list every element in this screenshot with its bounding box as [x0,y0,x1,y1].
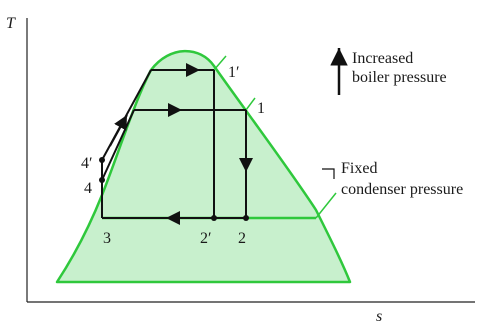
y-axis-label: T [6,15,15,32]
state-label-4prime: 4′ [81,155,93,172]
state-1prime-leader-line [214,56,226,70]
state-point-4 [99,177,105,183]
x-axis-label: s [376,308,383,325]
state-point-2prime [211,215,217,221]
state-label-2: 2 [238,230,246,247]
saturation-dome [57,51,350,282]
state-1-leader-line [246,98,255,110]
state-point-2 [243,215,249,221]
state-label-2prime: 2′ [200,230,212,247]
boiler-annotation-line2: boiler pressure [352,69,447,86]
state-label-1prime: 1′ [228,64,240,81]
condenser-leader-line [316,193,336,218]
state-point-4prime [99,157,105,163]
state-label-4: 4 [84,180,92,197]
condenser-annotation-line2: condenser pressure [341,181,464,198]
boiler-annotation-line1: Increased [352,50,414,67]
condenser-annotation-line1: Fixed [341,160,378,177]
state-label-3: 3 [103,230,111,247]
state-label-1: 1 [257,100,265,117]
condenser-label-bracket [322,169,334,179]
